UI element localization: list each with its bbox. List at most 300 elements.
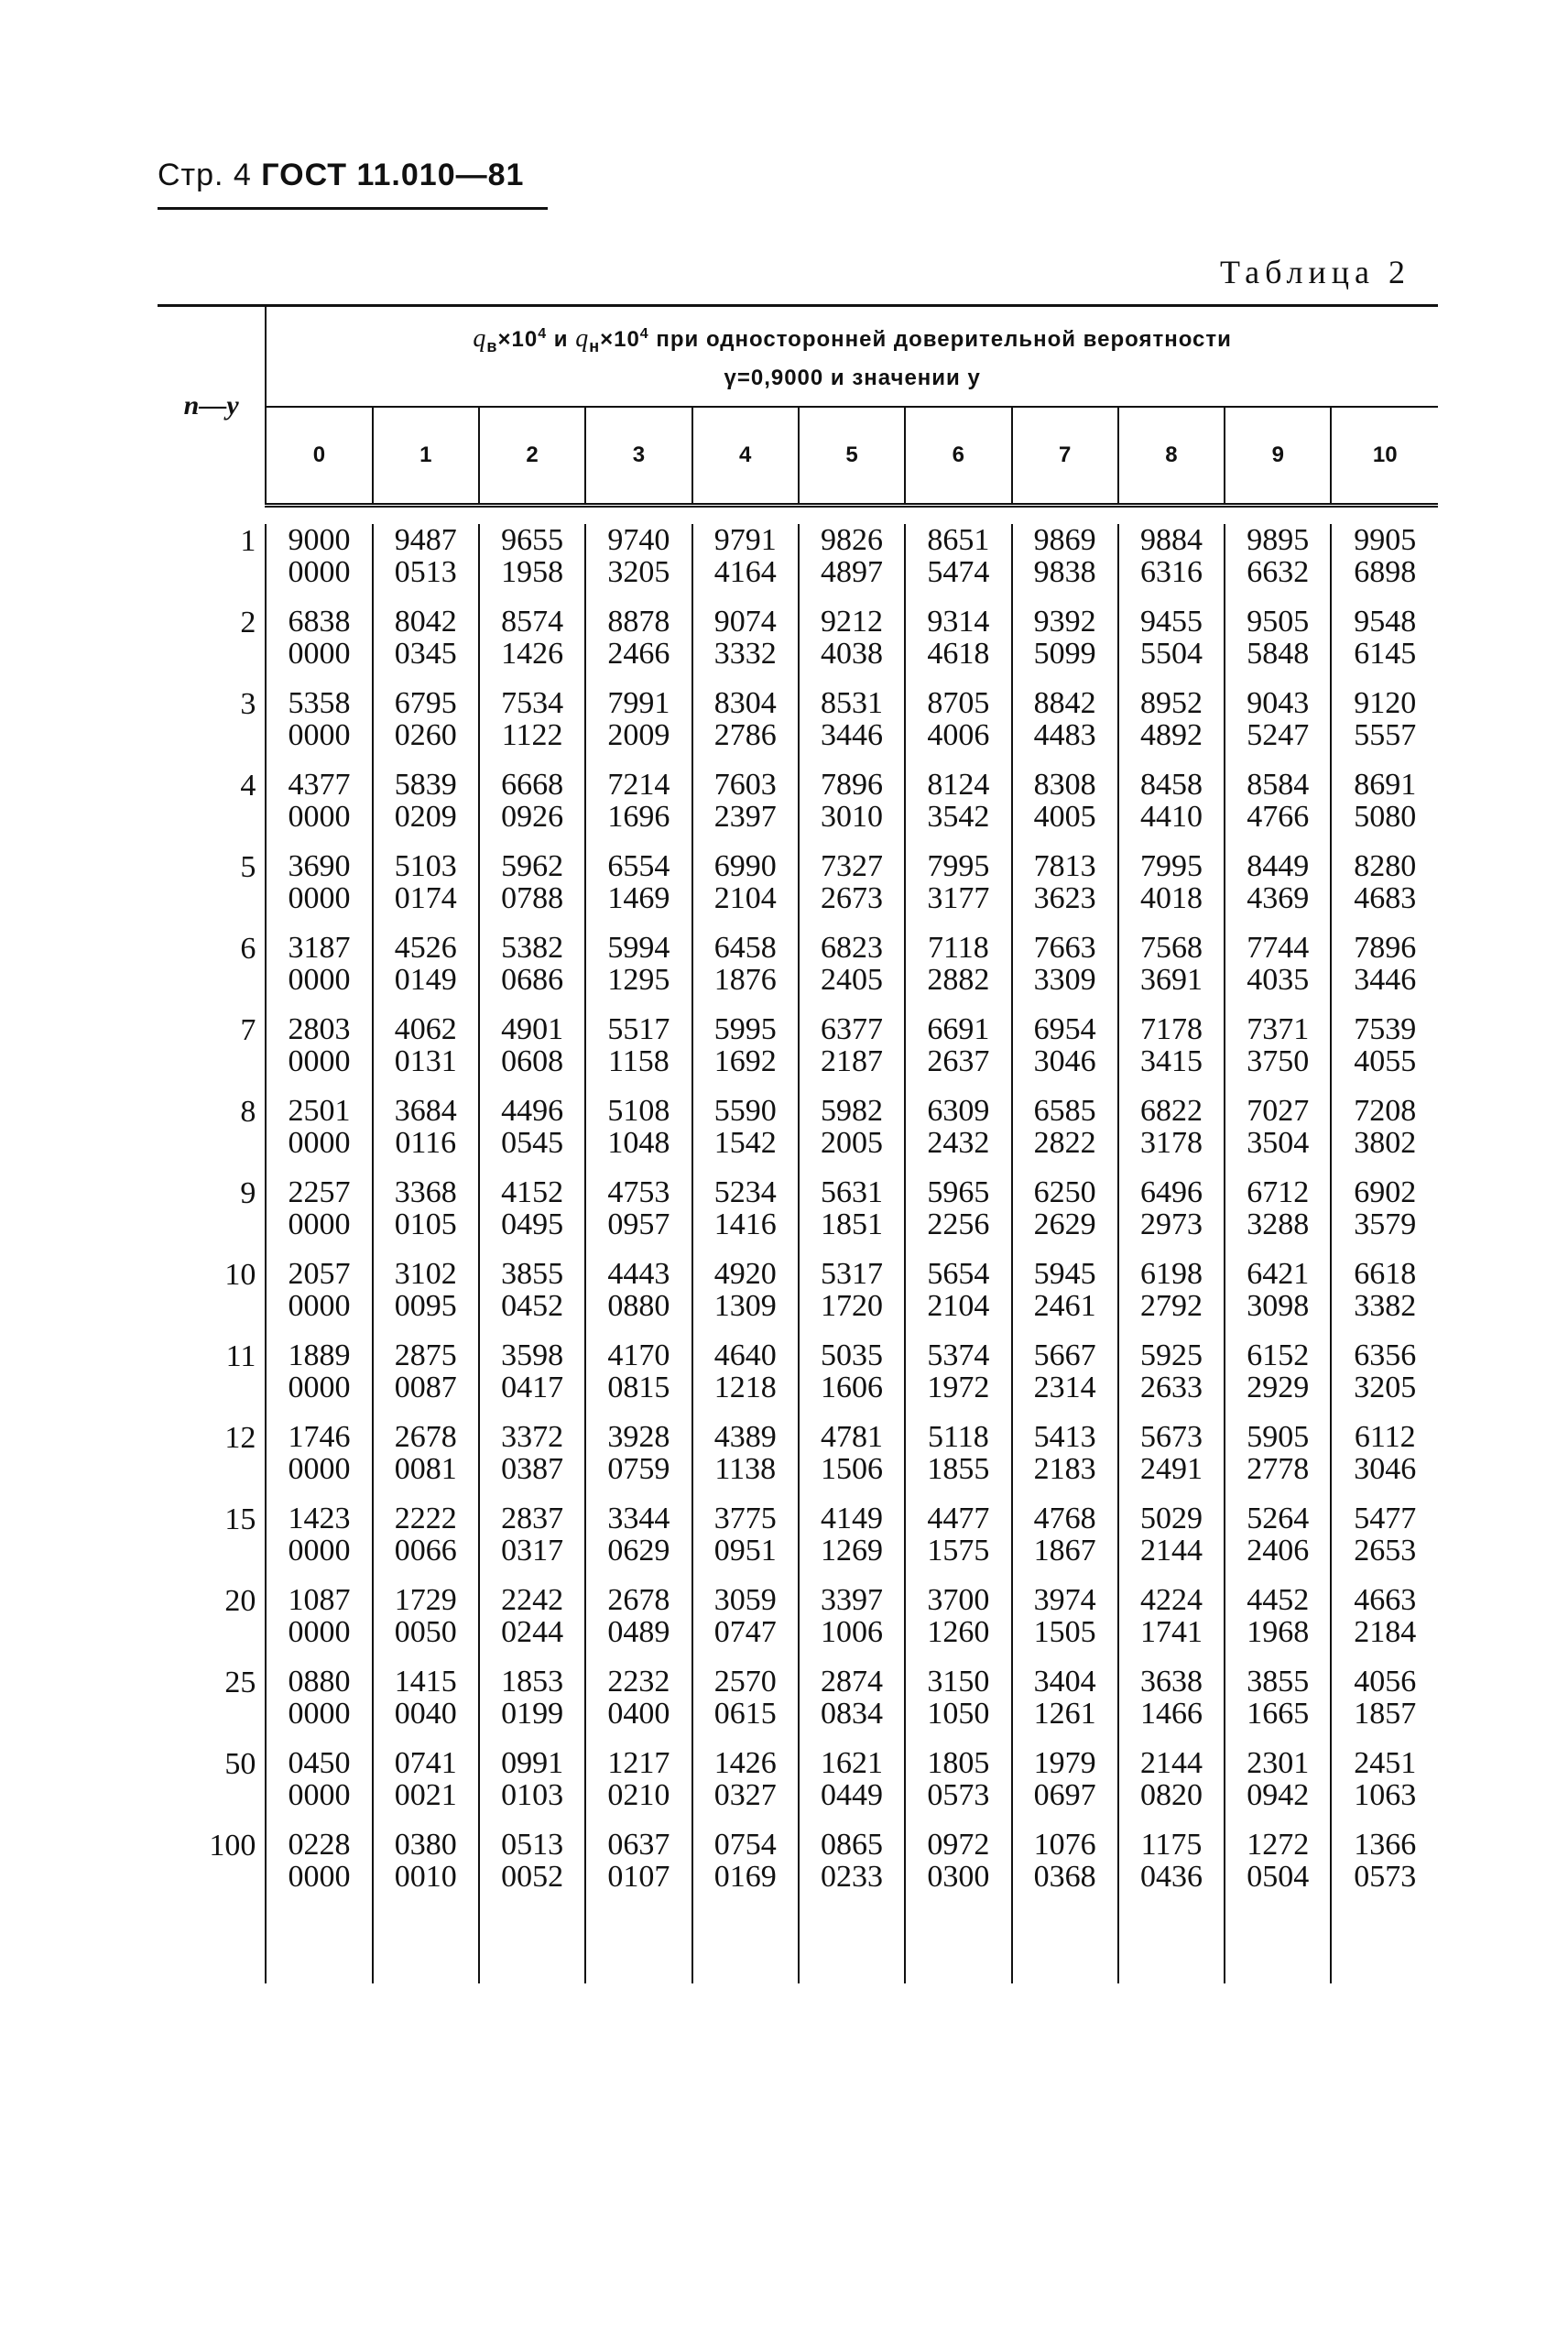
table-cell	[799, 1829, 905, 1910]
lower-value: 1575	[927, 1534, 990, 1568]
table-cell	[1331, 606, 1438, 687]
upper-value: 1076	[1033, 1828, 1096, 1862]
upper-value: 9884	[1139, 523, 1203, 557]
lower-value: 4164	[713, 555, 777, 589]
upper-value: 9869	[1033, 523, 1096, 557]
table-cell	[1012, 1747, 1118, 1829]
upper-value: 7327	[821, 849, 884, 883]
table-cell	[692, 524, 799, 606]
lower-value: 0260	[394, 718, 457, 752]
lower-value: 0504	[1247, 1860, 1310, 1894]
lower-value: 1542	[713, 1126, 777, 1160]
lower-value: 1506	[821, 1452, 884, 1486]
upper-value: 4224	[1139, 1583, 1203, 1617]
table-cell	[373, 1339, 479, 1421]
table-cell	[585, 524, 691, 606]
tail-cell	[479, 1910, 585, 1983]
upper-value: 9314	[927, 605, 990, 639]
lower-value: 5557	[1354, 718, 1417, 752]
table-cell	[479, 1421, 585, 1502]
column-header: 7	[1012, 407, 1118, 506]
table-cell	[1118, 1666, 1225, 1747]
document-code: ГОСТ 11.010—81	[261, 158, 525, 192]
column-header: 1	[373, 407, 479, 506]
table-row	[158, 1747, 1438, 1829]
lower-value: 0233	[821, 1860, 884, 1894]
table-cell	[266, 1666, 372, 1747]
upper-value: 9905	[1354, 523, 1417, 557]
table-cell	[1225, 769, 1331, 850]
table-cell	[905, 1339, 1011, 1421]
upper-value: 3598	[501, 1338, 564, 1372]
lower-value: 0000	[288, 1289, 351, 1323]
upper-value: 5517	[607, 1012, 670, 1046]
upper-value: 6458	[713, 931, 777, 965]
table-cell	[799, 769, 905, 850]
table-cell	[799, 1502, 905, 1584]
row-label: 100	[158, 1829, 266, 1910]
upper-value: 8705	[927, 686, 990, 720]
table-cell	[585, 850, 691, 932]
upper-value: 7371	[1247, 1012, 1310, 1046]
lower-value: 0000	[288, 881, 351, 915]
lower-value: 3046	[1033, 1044, 1096, 1078]
column-header: 4	[692, 407, 799, 506]
corner-label: n—y	[158, 306, 266, 506]
table-row	[158, 1421, 1438, 1502]
row-label: 1	[158, 524, 266, 606]
lower-value: 2673	[821, 881, 884, 915]
upper-value: 7534	[501, 686, 564, 720]
table-cell	[692, 1584, 799, 1666]
power-b: 4	[639, 325, 649, 342]
table-cell	[373, 769, 479, 850]
table-cell	[585, 1339, 691, 1421]
upper-value: 5035	[821, 1338, 884, 1372]
lower-value: 0327	[713, 1778, 777, 1812]
lower-value: 1505	[1033, 1615, 1096, 1649]
lower-value: 6632	[1247, 555, 1310, 589]
table-row	[158, 1176, 1438, 1258]
table-cell	[799, 1421, 905, 1502]
table-cell	[1331, 1421, 1438, 1502]
upper-value: 6377	[821, 1012, 884, 1046]
lower-value: 0107	[607, 1860, 670, 1894]
table-cell	[1012, 850, 1118, 932]
table-cell	[1012, 606, 1118, 687]
lower-value: 1260	[927, 1615, 990, 1649]
upper-value: 2057	[288, 1257, 351, 1291]
upper-value: 2257	[288, 1175, 351, 1209]
lower-value: 0000	[288, 1778, 351, 1812]
upper-value: 5590	[713, 1094, 777, 1128]
upper-value: 2874	[821, 1665, 884, 1699]
upper-value: 7813	[1033, 849, 1096, 883]
table-cell	[692, 1502, 799, 1584]
table-cell	[1118, 1747, 1225, 1829]
table-cell	[1012, 1421, 1118, 1502]
lower-value: 3446	[1354, 963, 1417, 997]
caption-line-2: γ=0,9000 и значении y	[724, 366, 981, 391]
tail-cell	[1331, 1910, 1438, 1983]
lower-value: 2104	[927, 1289, 990, 1323]
upper-value: 1426	[713, 1746, 777, 1780]
lower-value: 0788	[501, 881, 564, 915]
lower-value: 3205	[607, 555, 670, 589]
column-header-row	[158, 407, 1438, 506]
table-cell	[585, 1666, 691, 1747]
table-cell	[905, 1584, 1011, 1666]
upper-value: 8304	[713, 686, 777, 720]
upper-value: 3855	[1247, 1665, 1310, 1699]
lower-value: 0834	[821, 1697, 884, 1731]
lower-value: 0815	[607, 1371, 670, 1404]
table-cell	[905, 1829, 1011, 1910]
table-cell	[1225, 1666, 1331, 1747]
table-cell	[1331, 524, 1438, 606]
upper-value: 3684	[394, 1094, 457, 1128]
tail-cell	[373, 1910, 479, 1983]
lower-value: 1466	[1139, 1697, 1203, 1731]
table-row	[158, 1339, 1438, 1421]
lower-value: 4035	[1247, 963, 1310, 997]
upper-value: 1217	[607, 1746, 670, 1780]
upper-value: 0754	[713, 1828, 777, 1862]
table-cell	[1331, 1666, 1438, 1747]
table-header-row	[158, 306, 1438, 408]
table-cell	[692, 1258, 799, 1339]
table-cell	[266, 1013, 372, 1095]
row-label: 20	[158, 1584, 266, 1666]
upper-value: 5631	[821, 1175, 884, 1209]
upper-value: 4496	[501, 1094, 564, 1128]
table-cell	[799, 1339, 905, 1421]
upper-value: 7896	[821, 768, 884, 802]
upper-value: 6668	[501, 768, 564, 802]
lower-value: 3098	[1247, 1289, 1310, 1323]
table-cell	[373, 1666, 479, 1747]
upper-value: 3775	[713, 1502, 777, 1535]
row-label: 4	[158, 769, 266, 850]
lower-value: 5474	[927, 555, 990, 589]
lower-value: 2882	[927, 963, 990, 997]
table-cell	[799, 687, 905, 769]
upper-value: 5965	[927, 1175, 990, 1209]
lower-value: 2005	[821, 1126, 884, 1160]
upper-value: 6822	[1139, 1094, 1203, 1128]
table-cell	[1012, 932, 1118, 1013]
lower-value: 0608	[501, 1044, 564, 1078]
upper-value: 1729	[394, 1583, 457, 1617]
upper-value: 9043	[1247, 686, 1310, 720]
lower-value: 0087	[394, 1371, 457, 1404]
upper-value: 2242	[501, 1583, 564, 1617]
upper-value: 5103	[394, 849, 457, 883]
quantile-table-container	[158, 304, 1438, 1983]
lower-value: 1426	[501, 637, 564, 671]
upper-value: 9791	[713, 523, 777, 557]
lower-value: 0210	[607, 1778, 670, 1812]
table-cell	[373, 850, 479, 932]
row-label: 15	[158, 1502, 266, 1584]
lower-value: 2491	[1139, 1452, 1203, 1486]
table-cell	[692, 606, 799, 687]
upper-value: 8878	[607, 605, 670, 639]
lower-value: 4369	[1247, 881, 1310, 915]
upper-value: 2875	[394, 1338, 457, 1372]
tail-cell	[692, 1910, 799, 1983]
upper-value: 5995	[713, 1012, 777, 1046]
table-cell	[479, 687, 585, 769]
table-cell	[692, 1421, 799, 1502]
lower-value: 0021	[394, 1778, 457, 1812]
upper-value: 9505	[1247, 605, 1310, 639]
upper-value: 3855	[501, 1257, 564, 1291]
lower-value: 0345	[394, 637, 457, 671]
lower-value: 1972	[927, 1371, 990, 1404]
lower-value: 0495	[501, 1207, 564, 1241]
upper-value: 6152	[1247, 1338, 1310, 1372]
table-cell	[585, 1095, 691, 1176]
upper-value: 5374	[927, 1338, 990, 1372]
table-cell	[479, 1258, 585, 1339]
upper-value: 8449	[1247, 849, 1310, 883]
lower-value: 2144	[1139, 1534, 1203, 1568]
upper-value: 0991	[501, 1746, 564, 1780]
lower-value: 3046	[1354, 1452, 1417, 1486]
header-rule	[158, 207, 548, 210]
upper-value: 3059	[713, 1583, 777, 1617]
lower-value: 2397	[713, 800, 777, 834]
table-cell	[479, 932, 585, 1013]
table-caption: $q_в\times 10^4$ и $q_н\times 10^4$ при односторонней доверительной вероятности γ=0,9000 и значении y	[266, 306, 1438, 408]
table-cell	[1118, 687, 1225, 769]
table-cell	[585, 1829, 691, 1910]
table-cell	[1225, 1095, 1331, 1176]
table-cell	[1225, 1747, 1331, 1829]
column-header: 0	[266, 407, 372, 506]
lower-value: 0209	[394, 800, 457, 834]
table-cell	[1012, 1666, 1118, 1747]
upper-value: 8842	[1033, 686, 1096, 720]
lower-value: 0000	[288, 1452, 351, 1486]
table-tail-row	[158, 1910, 1438, 1983]
lower-value: 0452	[501, 1289, 564, 1323]
page-label: Стр. 4	[158, 158, 252, 192]
upper-value: 3974	[1033, 1583, 1096, 1617]
upper-value: 7896	[1354, 931, 1417, 965]
lower-value: 4005	[1033, 800, 1096, 834]
table-cell	[692, 1339, 799, 1421]
upper-value: 4389	[713, 1420, 777, 1454]
table-cell	[373, 1829, 479, 1910]
table-cell	[1012, 1258, 1118, 1339]
table-cell	[1118, 1258, 1225, 1339]
lower-value: 0105	[394, 1207, 457, 1241]
table-row	[158, 1258, 1438, 1339]
lower-value: 2104	[713, 881, 777, 915]
tail-cell	[1225, 1910, 1331, 1983]
upper-value: 2837	[501, 1502, 564, 1535]
lower-value: 6145	[1354, 637, 1417, 671]
lower-value: 3691	[1139, 963, 1203, 997]
table-row	[158, 606, 1438, 687]
table-cell	[1012, 1829, 1118, 1910]
table-cell	[905, 769, 1011, 850]
table-cell	[692, 1666, 799, 1747]
row-label: 2	[158, 606, 266, 687]
upper-value: 3404	[1033, 1665, 1096, 1699]
table-cell	[266, 1095, 372, 1176]
row-label: 7	[158, 1013, 266, 1095]
upper-value: 5029	[1139, 1502, 1203, 1535]
lower-value: 0747	[713, 1615, 777, 1649]
upper-value: 3928	[607, 1420, 670, 1454]
lower-value: 0449	[821, 1778, 884, 1812]
upper-value: 7995	[927, 849, 990, 883]
lower-value: 0174	[394, 881, 457, 915]
row-label: 11	[158, 1339, 266, 1421]
table-cell	[799, 606, 905, 687]
lower-value: 2653	[1354, 1534, 1417, 1568]
upper-value: 4920	[713, 1257, 777, 1291]
table-cell	[1225, 606, 1331, 687]
table-cell	[1012, 1176, 1118, 1258]
upper-value: 0380	[394, 1828, 457, 1862]
upper-value: 6356	[1354, 1338, 1417, 1372]
upper-value: 1366	[1354, 1828, 1417, 1862]
table-cell	[373, 1584, 479, 1666]
table-cell	[479, 1747, 585, 1829]
table-cell	[373, 932, 479, 1013]
lower-value: 4618	[927, 637, 990, 671]
lower-value: 2187	[821, 1044, 884, 1078]
table-cell	[266, 1339, 372, 1421]
row-label: 5	[158, 850, 266, 932]
upper-value: 6198	[1139, 1257, 1203, 1291]
lower-value: 4683	[1354, 881, 1417, 915]
table-row	[158, 1502, 1438, 1584]
column-header: 2	[479, 407, 585, 506]
row-label: 50	[158, 1747, 266, 1829]
upper-value: 9000	[288, 523, 351, 557]
lower-value: 0169	[713, 1860, 777, 1894]
upper-value: 1087	[288, 1583, 351, 1617]
table-row	[158, 1829, 1438, 1910]
upper-value: 8308	[1033, 768, 1096, 802]
table-cell	[585, 1584, 691, 1666]
lower-value: 1006	[821, 1615, 884, 1649]
lower-value: 0957	[607, 1207, 670, 1241]
table-cell	[905, 524, 1011, 606]
lower-value: 0000	[288, 555, 351, 589]
upper-value: 4170	[607, 1338, 670, 1372]
upper-value: 5477	[1354, 1502, 1417, 1535]
lower-value: 0081	[394, 1452, 457, 1486]
table-cell	[1012, 524, 1118, 606]
table-row	[158, 687, 1438, 769]
table-cell	[1331, 1829, 1438, 1910]
table-cell	[905, 1421, 1011, 1502]
table-cell	[905, 606, 1011, 687]
table-cell	[1118, 1176, 1225, 1258]
lower-value: 0103	[501, 1778, 564, 1812]
table-row	[158, 1584, 1438, 1666]
table-cell	[479, 606, 585, 687]
upper-value: 0880	[288, 1665, 351, 1699]
table-cell	[585, 1176, 691, 1258]
table-cell	[479, 1013, 585, 1095]
column-header: 8	[1118, 407, 1225, 506]
upper-value: 6421	[1247, 1257, 1310, 1291]
table-cell	[479, 1339, 585, 1421]
tail-cell	[266, 1910, 372, 1983]
upper-value: 5982	[821, 1094, 884, 1128]
table-cell	[1118, 1421, 1225, 1502]
lower-value: 0697	[1033, 1778, 1096, 1812]
lower-value: 0000	[288, 1044, 351, 1078]
upper-value: 1979	[1033, 1746, 1096, 1780]
upper-value: 1853	[501, 1665, 564, 1699]
lower-value: 2405	[821, 963, 884, 997]
table-cell	[692, 1095, 799, 1176]
table-cell	[585, 932, 691, 1013]
row-label: 25	[158, 1666, 266, 1747]
table-cell	[1331, 1502, 1438, 1584]
upper-value: 3344	[607, 1502, 670, 1535]
column-header: 10	[1331, 407, 1438, 506]
lower-value: 0131	[394, 1044, 457, 1078]
column-header: 9	[1225, 407, 1331, 506]
lower-value: 1606	[821, 1371, 884, 1404]
lower-value: 0000	[288, 637, 351, 671]
upper-value: 9655	[501, 523, 564, 557]
lower-value: 0244	[501, 1615, 564, 1649]
upper-value: 4526	[394, 931, 457, 965]
upper-value: 9120	[1354, 686, 1417, 720]
lower-value: 0010	[394, 1860, 457, 1894]
table-cell	[266, 1421, 372, 1502]
lower-value: 0149	[394, 963, 457, 997]
table-cell	[905, 1013, 1011, 1095]
column-header: 3	[585, 407, 691, 506]
upper-value: 5994	[607, 931, 670, 965]
lower-value: 1867	[1033, 1534, 1096, 1568]
lower-value: 0052	[501, 1860, 564, 1894]
upper-value: 9895	[1247, 523, 1310, 557]
lower-value: 0573	[1354, 1860, 1417, 1894]
lower-value: 4483	[1033, 718, 1096, 752]
upper-value: 1415	[394, 1665, 457, 1699]
upper-value: 7995	[1139, 849, 1203, 883]
table-cell	[1225, 687, 1331, 769]
upper-value: 9455	[1139, 605, 1203, 639]
table-cell	[905, 932, 1011, 1013]
table-cell	[1331, 1584, 1438, 1666]
table-cell	[1118, 932, 1225, 1013]
lower-value: 5080	[1354, 800, 1417, 834]
row-label: 10	[158, 1258, 266, 1339]
table-cell	[373, 1095, 479, 1176]
lower-value: 4006	[927, 718, 990, 752]
lower-value: 1138	[714, 1452, 777, 1486]
table-cell	[373, 606, 479, 687]
table-cell	[479, 1502, 585, 1584]
table-cell	[373, 1502, 479, 1584]
upper-value: 7663	[1033, 931, 1096, 965]
times-10-b: ×10	[600, 326, 640, 352]
upper-value: 6902	[1354, 1175, 1417, 1209]
